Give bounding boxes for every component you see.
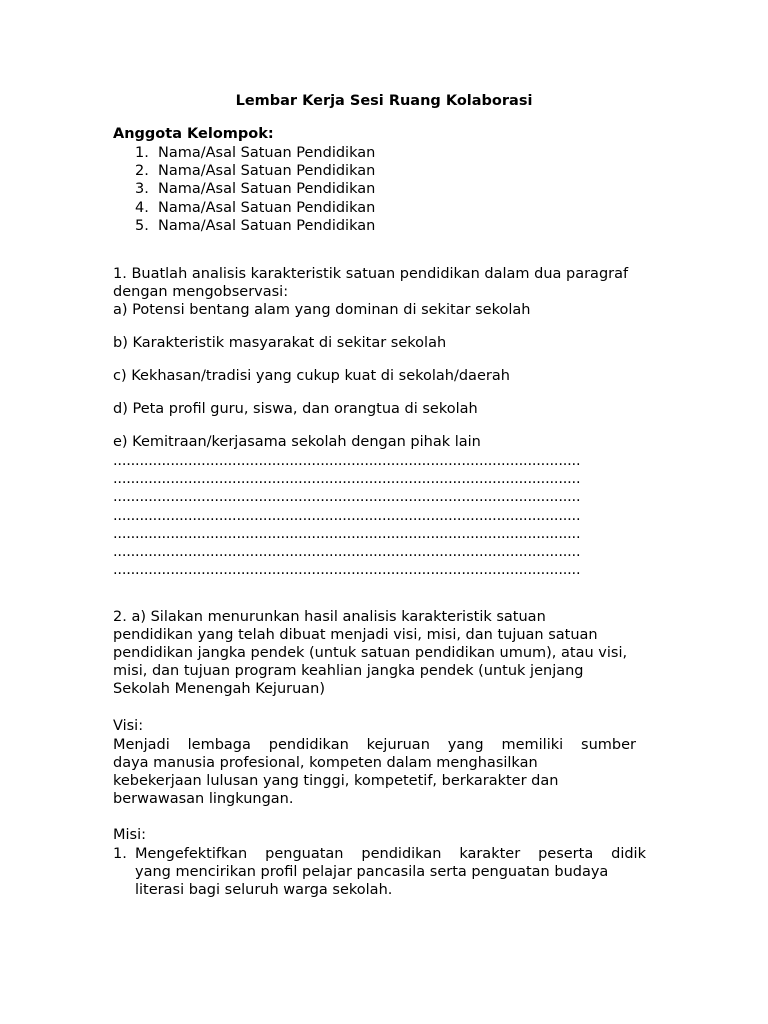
visi-line: Menjadi lembaga pendidikan kejuruan yang memiliki sumber xyxy=(113,737,636,753)
answer-line: .......................................................................................................... xyxy=(113,489,581,506)
members-heading: Anggota Kelompok: xyxy=(113,126,274,142)
member-text: Nama/Asal Satuan Pendidikan xyxy=(158,181,376,198)
answer-line: .......................................................................................................... xyxy=(113,543,581,560)
answer-line: .......................................................................................................... xyxy=(113,507,581,524)
visi-label: Visi: xyxy=(113,718,144,734)
member-number: 3. xyxy=(135,181,149,198)
answer-line: .......................................................................................................... xyxy=(113,471,581,488)
misi-text xyxy=(135,845,646,899)
task1-option: e) Kemitraan/kerjasama sekolah dengan pihak lain xyxy=(113,434,481,450)
misi-item xyxy=(113,845,646,899)
task2-line: 2. a) Silakan menurunkan hasil analisis karakteristik satuan xyxy=(113,609,546,625)
task1-line: 1. Buatlah analisis karakteristik satuan pendidikan dalam dua paragraf xyxy=(113,266,629,282)
member-text: Nama/Asal Satuan Pendidikan xyxy=(158,163,376,180)
task1-option: d) Peta profil guru, siswa, dan orangtua di sekolah xyxy=(113,401,478,417)
task1-option: b) Karakteristik masyarakat di sekitar sekolah xyxy=(113,335,447,351)
member-item xyxy=(135,199,375,217)
member-number: 4. xyxy=(135,199,149,216)
task2-line: misi, dan tujuan program keahlian jangka pendek (untuk jenjang xyxy=(113,663,584,679)
member-number: 5. xyxy=(135,217,149,234)
member-text: Nama/Asal Satuan Pendidikan xyxy=(158,217,376,234)
member-text: Nama/Asal Satuan Pendidikan xyxy=(158,145,376,161)
task1-option: a) Potensi bentang alam yang dominan di sekitar sekolah xyxy=(113,302,531,318)
misi-line: literasi bagi seluruh warga sekolah. xyxy=(135,882,393,898)
members-list xyxy=(135,144,375,235)
task2-instruction xyxy=(113,608,658,698)
answer-area xyxy=(113,452,658,579)
member-item xyxy=(135,144,375,162)
task1-line: dengan mengobservasi: xyxy=(113,284,289,300)
misi-line: yang mencirikan profil pelajar pancasila serta penguatan budaya xyxy=(135,864,609,880)
member-number: 1. xyxy=(135,145,149,161)
answer-line: .......................................................................................................... xyxy=(113,525,581,542)
member-number: 2. xyxy=(135,163,149,180)
member-text: Nama/Asal Satuan Pendidikan xyxy=(158,199,376,216)
answer-line: .......................................................................................................... xyxy=(113,562,581,579)
misi-line: Mengefektifkan penguatan pendidikan karakter peserta didik xyxy=(135,846,646,862)
member-item xyxy=(135,162,375,180)
member-item xyxy=(135,180,375,198)
misi-label: Misi: xyxy=(113,827,147,843)
task2-line: pendidikan jangka pendek (untuk satuan pendidikan umum), atau visi, xyxy=(113,645,628,661)
task2-line: Sekolah Menengah Kejuruan) xyxy=(113,681,326,697)
misi-number: 1. xyxy=(113,846,127,862)
answer-line: .......................................................................................................... xyxy=(113,453,581,469)
visi-line: berwawasan lingkungan. xyxy=(113,791,294,807)
task1-option: c) Kekhasan/tradisi yang cukup kuat di sekolah/daerah xyxy=(113,368,510,384)
member-item xyxy=(135,217,375,235)
task2-line: pendidikan yang telah dibuat menjadi visi, misi, dan tujuan satuan xyxy=(113,627,598,643)
misi-list xyxy=(113,845,646,899)
visi-line: daya manusia profesional, kompeten dalam menghasilkan xyxy=(113,755,538,771)
task1-instruction xyxy=(113,265,658,301)
visi-line: kebekerjaan lulusan yang tinggi, kompetetif, berkarakter dan xyxy=(113,773,559,789)
visi-text xyxy=(113,736,636,808)
document-title: Lembar Kerja Sesi Ruang Kolaborasi xyxy=(235,93,533,109)
